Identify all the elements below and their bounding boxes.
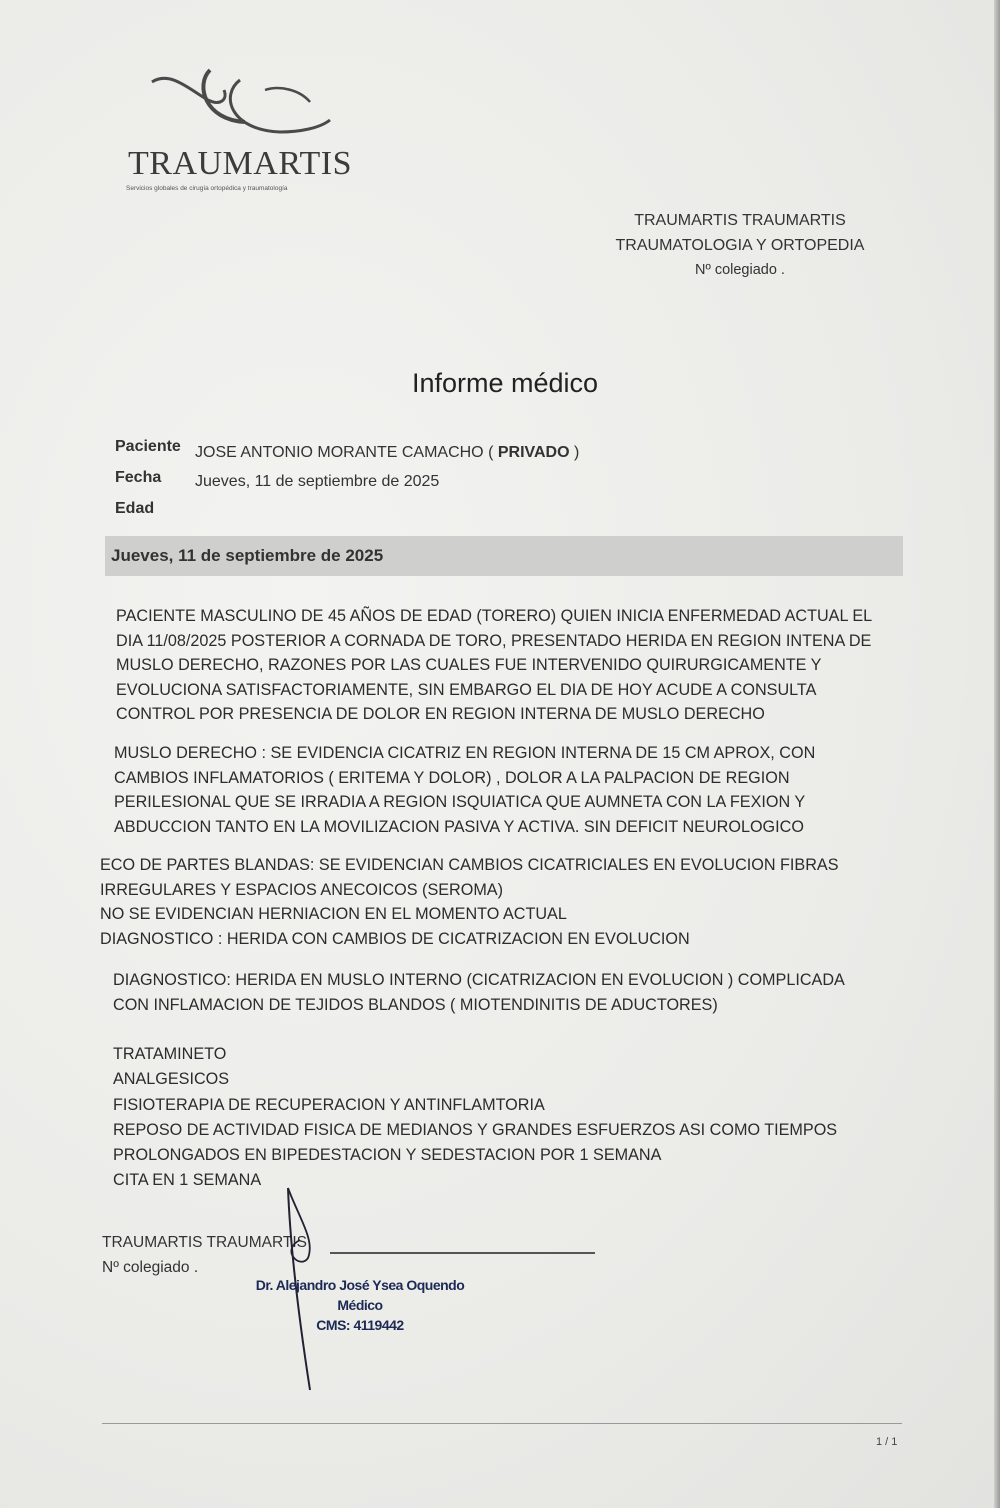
text-line: DIAGNOSTICO: HERIDA EN MUSLO INTERNO (CICATRIZACION EN EVOLUCION ) COMPLICADA	[113, 971, 845, 989]
text-line: MUSLO DERECHO : SE EVIDENCIA CICATRIZ EN REGION INTERNA DE 15 CM APROX, CON	[114, 744, 816, 762]
text-line: CONTROL POR PRESENCIA DE DOLOR EN REGION INTERNA DE MUSLO DERECHO	[116, 705, 765, 724]
header-specialty: TRAUMATOLOGIA Y ORTOPEDIA	[615, 237, 865, 254]
text-line: FISIOTERAPIA DE RECUPERACION Y ANTINFLAMTORIA	[113, 1095, 545, 1114]
text-line: DIAGNOSTICO : HERIDA CON CAMBIOS DE CICATRIZACION EN EVOLUCION	[100, 929, 690, 948]
paragraph-exam	[114, 741, 815, 839]
text-line: PROLONGADOS EN BIPEDESTACION Y SEDESTACION POR 1 SEMANA	[113, 1146, 662, 1165]
page-number: 1 / 1	[876, 1436, 898, 1448]
doctor-stamp	[240, 1275, 480, 1335]
text-line: EVOLUCIONA SATISFACTORIAMENTE, SIN EMBARGO EL DIA DE HOY ACUDE A CONSULTA	[116, 680, 817, 699]
stamp-role: Médico	[337, 1297, 383, 1313]
text-line: PERILESIONAL QUE SE IRRADIA A REGION ISQUIATICA QUE AUMNETA CON LA FEXION Y	[114, 793, 806, 811]
paragraph-history	[116, 604, 872, 727]
fecha-label: Fecha	[115, 469, 162, 486]
clinic-header	[590, 208, 890, 283]
header-clinic: TRAUMARTIS TRAUMARTIS	[634, 212, 846, 229]
stamp-cms: CMS: 4119442	[316, 1317, 404, 1333]
text-line: CITA EN 1 SEMANA	[113, 1171, 262, 1190]
text-line: CAMBIOS INFLAMATORIOS ( ERITEMA Y DOLOR) , DOLOR A LA PALPACION DE REGION	[114, 768, 790, 787]
section-date-band: Jueves, 11 de septiembre de 2025	[105, 536, 903, 576]
text-line: PACIENTE MASCULINO DE 45 AÑOS DE EDAD (TORERO) QUIEN INICIA ENFERMEDAD ACTUAL EL	[116, 607, 873, 625]
fecha-value: Jueves, 11 de septiembre de 2025	[195, 473, 440, 490]
paciente-name: JOSE ANTONIO MORANTE CAMACHO (	[195, 444, 498, 461]
text-line: TRATAMINETO	[113, 1045, 227, 1063]
text-line: NO SE EVIDENCIAN HERNIACION EN EL MOMENTO ACTUAL	[100, 905, 567, 923]
page-title-text: Informe médico	[411, 368, 599, 398]
logo-name: TRAUMARTIS	[128, 145, 352, 182]
edad-label: Edad	[115, 500, 155, 517]
paciente-type: PRIVADO	[497, 444, 570, 461]
text-line: ANALGESICOS	[113, 1070, 230, 1089]
paragraph-diagnosis	[113, 968, 845, 1017]
paciente-label: Paciente	[115, 438, 181, 455]
signature-clinic: TRAUMARTIS TRAUMARTIS	[102, 1234, 307, 1251]
logo-swoosh-icon	[150, 60, 340, 150]
header-colegiado: Nº colegiado .	[695, 262, 785, 278]
text-line: DIA 11/08/2025 POSTERIOR A CORNADA DE TORO, PRESENTADO HERIDA EN REGION INTENA DE	[116, 631, 872, 650]
page-edge	[994, 0, 1000, 1508]
footer-divider	[102, 1423, 902, 1424]
text-line: IRREGULARES Y ESPACIOS ANECOICOS (SEROMA)	[100, 880, 503, 899]
paragraph-treatment	[113, 1042, 837, 1194]
text-line: REPOSO DE ACTIVIDAD FISICA DE MEDIANOS Y GRANDES ESFUERZOS ASI COMO TIEMPOS	[113, 1120, 838, 1139]
page-title	[0, 368, 1000, 399]
clinic-logo	[120, 60, 352, 200]
logo-tagline: Servicios globales de cirugía ortopédica y traumatología	[126, 185, 288, 192]
text-line: MUSLO DERECHO, RAZONES POR LAS CUALES FUE INTERVENIDO QUIRURGICAMENTE Y	[116, 656, 822, 675]
text-line: CON INFLAMACION DE TEJIDOS BLANDOS ( MIOTENDINITIS DE ADUCTORES)	[113, 995, 718, 1014]
stamp-name: Dr. Alejandro José Ysea Oquendo	[255, 1277, 465, 1293]
text-line: ECO DE PARTES BLANDAS: SE EVIDENCIAN CAMBIOS CICATRICIALES EN EVOLUCION FIBRAS	[100, 856, 839, 874]
paragraph-ultrasound	[100, 853, 839, 951]
signature-colegiado: Nº colegiado .	[102, 1259, 199, 1276]
paciente-close: )	[569, 444, 580, 461]
text-line: ABDUCCION TANTO EN LA MOVILIZACION PASIVA Y ACTIVA. SIN DEFICIT NEUROLOGICO	[114, 817, 804, 836]
paciente-value	[195, 444, 579, 462]
